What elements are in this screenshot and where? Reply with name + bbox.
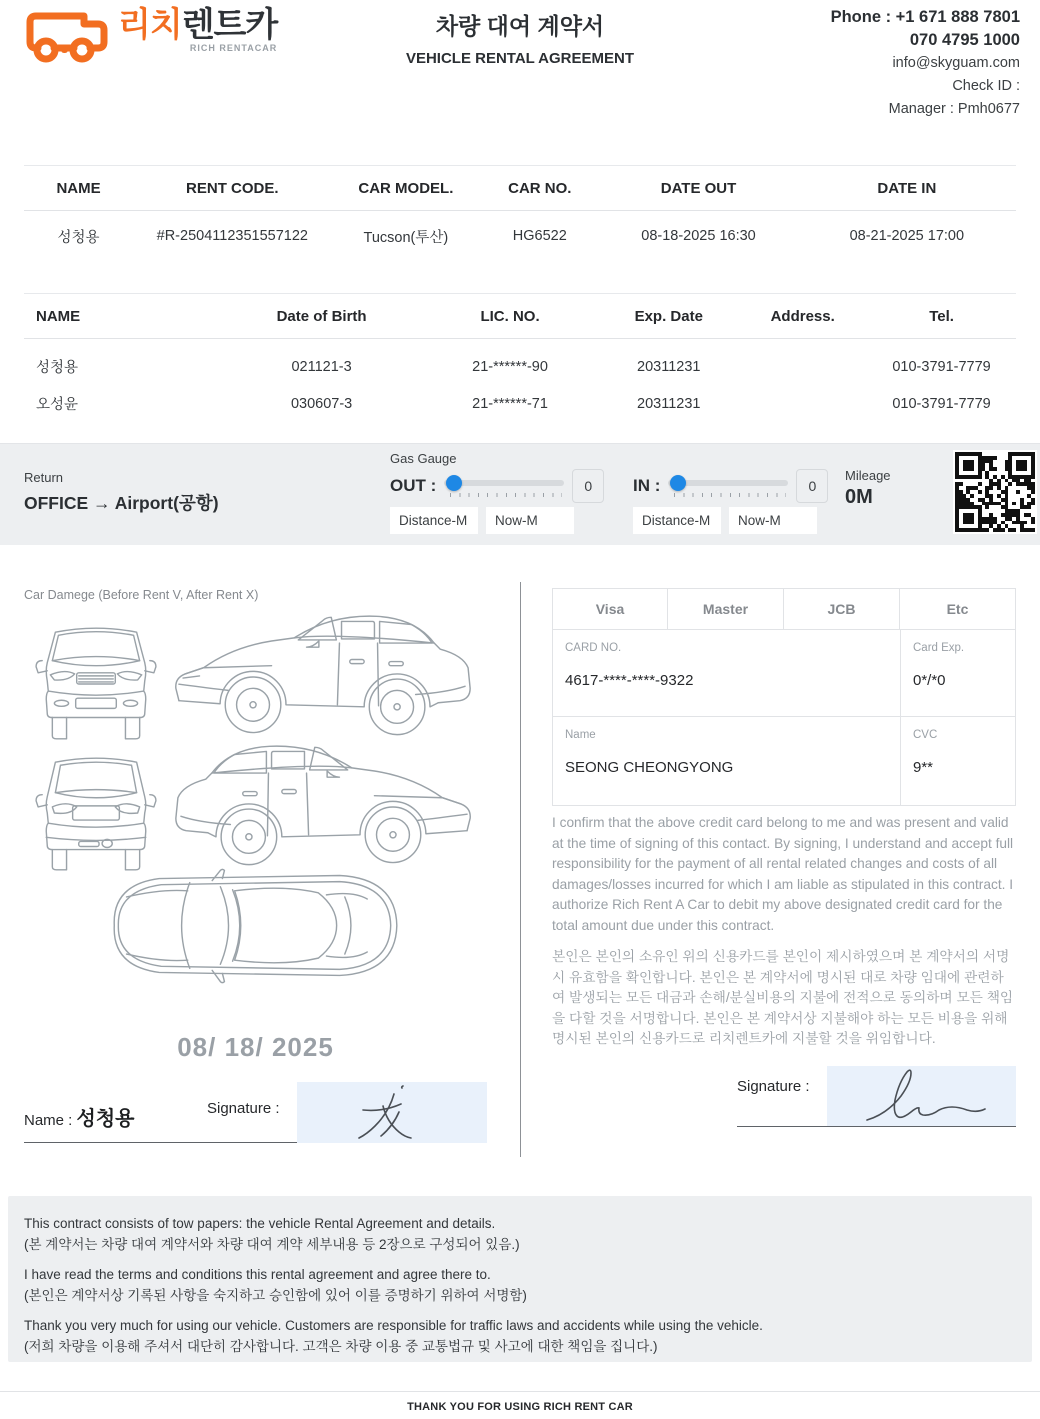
- col-name: NAME: [36, 307, 81, 325]
- name-label: Name :: [24, 1112, 73, 1129]
- document-title: [320, 8, 720, 67]
- card-exp-label: Card Exp.: [913, 642, 965, 654]
- driver-name: 성청용: [36, 360, 79, 376]
- note-en: I have read the terms and conditions this rental agreement and agree there to.: [24, 1267, 491, 1282]
- out-distance-input[interactable]: [390, 507, 478, 534]
- logo-subtitle: RICH RENTACAR: [189, 43, 278, 53]
- terms-note: [24, 1213, 1016, 1255]
- renter-name: 성청용: [57, 229, 100, 246]
- gas-in-value[interactable]: 0: [796, 469, 828, 503]
- card-type-jcb: JCB: [784, 588, 900, 630]
- return-value: OFFICE → Airport(공항): [24, 493, 219, 513]
- col-exp-date: Exp. Date: [634, 307, 703, 325]
- mileage: [845, 468, 891, 509]
- date-in: 08-21-2025 17:00: [849, 228, 965, 244]
- car-top-view-diagram: [100, 862, 406, 990]
- gas-out-slider[interactable]: [444, 475, 564, 497]
- cardholder-signature-line: [737, 1126, 1016, 1127]
- driver-tel: 010-3791-7779: [892, 395, 991, 412]
- col-address: Address.: [770, 307, 835, 325]
- gas-gauge-label: Gas Gauge: [390, 451, 457, 466]
- note-en: This contract consists of tow papers: the vehicle Rental Agreement and details.: [24, 1216, 496, 1231]
- car-damage-label: Car Damege (Before Rent V, After Rent X): [24, 588, 259, 602]
- slider-ticks: [674, 493, 786, 497]
- mileage-label: Mileage: [845, 468, 891, 483]
- terms-note: [24, 1264, 1016, 1306]
- slider-ticks: [450, 493, 562, 497]
- note-en: Thank you very much for using our vehicle. Customers are responsible for traffic laws and accidents while using the vehicle.: [24, 1318, 763, 1333]
- col-rent-code: RENT CODE.: [186, 179, 279, 197]
- col-name: NAME: [56, 179, 101, 197]
- driver-tel: 010-3791-7779: [892, 358, 991, 375]
- note-kr: (본인은 계약서상 기록된 사항을 숙지하고 승인함에 있어 이를 증명하기 위하여 서명함): [24, 1288, 527, 1303]
- driver-lic: 21-******-90: [472, 358, 548, 375]
- cardholder-signature-label: Signature :: [737, 1078, 810, 1095]
- manager: Manager : Pmh0677: [888, 101, 1020, 117]
- card-type-master: Master: [668, 588, 784, 630]
- qr-code-icon: [953, 450, 1037, 534]
- section-divider: [520, 582, 521, 1157]
- in-distance-input[interactable]: [633, 507, 721, 534]
- driver-info-table: [24, 293, 1016, 422]
- car-model: Tucson(투산): [363, 229, 449, 246]
- driver-lic: 21-******-71: [472, 395, 548, 412]
- card-exp-cell: [900, 630, 1016, 717]
- contact-info: [831, 6, 1020, 121]
- confirmation-text-korean: 본인은 본인의 소유인 위의 신용카드를 본인이 제시하였으며 본 계약서의 서명시 유효함을 확인합니다. 본인은 본 계약서에 명시된 대로 차량 임대에 관련하여 발생되는 모든 대금과 손해/분실비용의 지불에 전적으로 동의하며 모든 책임을 다할 것을 서명합니다. 본인은 본 계약서상 지불해야 하는 모든 비용을 위해 명시된 본인의 신용카드로 리치렌트카에 지불할 것을 위임합니다.: [552, 949, 1014, 1046]
- car-front-view-diagram: [30, 618, 162, 750]
- card-cvc-value: 9**: [913, 759, 934, 776]
- car-side-view-diagram: [168, 606, 478, 748]
- mileage-value: 0M: [845, 486, 873, 508]
- title-english: VEHICLE RENTAL AGREEMENT: [405, 50, 635, 67]
- signature-label: Signature :: [207, 1100, 280, 1117]
- contract-date: 08/ 18/ 2025: [177, 1032, 334, 1062]
- note-kr: (저희 차량을 이용해 주셔서 대단히 감사합니다. 고객은 차량 이용 중 교통법규 및 사고에 대한 책임을 집니다.): [24, 1339, 658, 1354]
- card-cvc-label: CVC: [913, 729, 938, 741]
- company-logo: [22, 8, 277, 64]
- card-no-value: 4617-****-****-9322: [565, 672, 694, 689]
- slider-track: [444, 480, 564, 486]
- gas-gauge-out: [390, 469, 604, 503]
- driver-exp: 20311231: [637, 395, 701, 412]
- col-date-in: DATE IN: [877, 179, 937, 197]
- col-tel: Tel.: [929, 307, 954, 325]
- email: info@skyguam.com: [892, 55, 1020, 71]
- col-date-out: DATE OUT: [660, 179, 737, 197]
- gas-out-value[interactable]: 0: [572, 469, 604, 503]
- rent-code: #R-2504112351557122: [156, 228, 308, 244]
- car-side-view-right-diagram: [168, 736, 478, 878]
- driver-dob: 021121-3: [291, 358, 352, 375]
- card-name-label: Name: [565, 729, 596, 741]
- check-id: Check ID :: [952, 78, 1020, 94]
- title-korean: 차량 대여 계약서: [435, 13, 605, 39]
- gas-in-slider[interactable]: [668, 475, 788, 497]
- credit-card-table: [552, 588, 1016, 806]
- col-car-model: CAR MODEL.: [358, 179, 454, 197]
- driver-table-header: [24, 293, 1016, 339]
- driver-name: 오성윤: [36, 397, 79, 413]
- gauge-band: [0, 443, 1040, 545]
- slider-track: [668, 480, 788, 486]
- footer-thankyou: THANK YOU FOR USING RICH RENT CAR: [407, 1401, 633, 1413]
- logo-wordmark: 리치렌트카: [118, 6, 278, 44]
- footer-divider: [0, 1391, 1040, 1392]
- col-lic-no: LIC. NO.: [480, 307, 540, 325]
- slider-thumb[interactable]: [670, 475, 686, 491]
- note-kr: (본 계약서는 차량 대여 계약서와 차량 대여 계약 세부내용 등 2장으로 구성되어 있음.): [24, 1237, 520, 1252]
- cardholder-signature-pad[interactable]: [827, 1066, 1016, 1126]
- gas-gauge-in: [633, 469, 828, 503]
- date-out: 08-18-2025 16:30: [641, 228, 756, 244]
- card-exp-value: 0*/*0: [913, 672, 946, 689]
- card-cvc-cell: [900, 717, 1016, 806]
- return-label: Return: [24, 470, 64, 485]
- rental-table-header: [24, 165, 1016, 211]
- out-label: OUT :: [390, 476, 437, 495]
- phone-secondary: 070 4795 1000: [909, 31, 1020, 49]
- car-rear-view-diagram: [30, 748, 162, 880]
- table-row: [24, 385, 1016, 422]
- card-type-visa: Visa: [552, 588, 668, 630]
- driver-dob: 030607-3: [290, 395, 353, 412]
- in-now-input[interactable]: [729, 507, 817, 534]
- card-name-cell: [552, 717, 900, 806]
- car-no: HG6522: [512, 228, 567, 244]
- phone-primary: Phone : +1 671 888 7801: [830, 8, 1020, 26]
- confirmation-text-english: I confirm that the above credit card belong to me and was present and valid at the time of signing of this contact. By signing, I understand and accept full responsibility for the payment of all rental related changes and costs of all damages/losses incurred for which I am liable as stipulated in this contract. I authorize Rich Rent A Car to debit my above designated credit card for the total amount due under this contract.: [552, 815, 1014, 933]
- col-dob: Date of Birth: [276, 307, 367, 325]
- card-name-value: SEONG CHEONGYONG: [565, 759, 734, 776]
- card-number-cell: [552, 630, 900, 717]
- table-row: [24, 348, 1016, 385]
- in-label: IN :: [633, 476, 661, 495]
- rental-info-table: [24, 165, 1016, 261]
- name-value: 성청용: [76, 1108, 135, 1130]
- card-type-header: [552, 588, 1016, 630]
- terms-note: [24, 1315, 1016, 1357]
- terms-box: [8, 1196, 1032, 1362]
- out-now-input[interactable]: [486, 507, 574, 534]
- return-route: [24, 470, 219, 515]
- slider-thumb[interactable]: [446, 475, 462, 491]
- truck-icon: [22, 8, 114, 64]
- table-row: [24, 211, 1016, 261]
- driver-exp: 20311231: [637, 358, 701, 375]
- card-no-label: CARD NO.: [565, 642, 622, 654]
- renter-signature-pad[interactable]: [297, 1082, 487, 1143]
- col-car-no: CAR NO.: [508, 179, 572, 197]
- card-type-etc: Etc: [900, 588, 1016, 630]
